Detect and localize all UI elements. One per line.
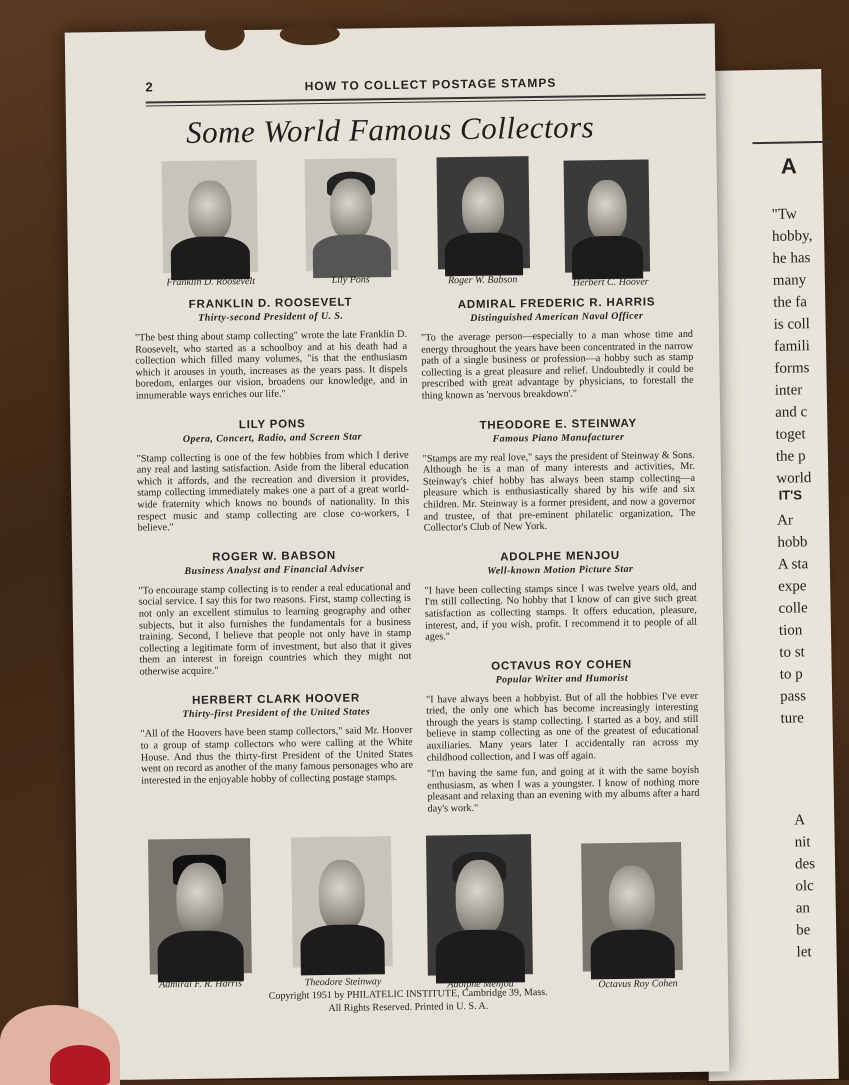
booklet-page [65, 24, 730, 1081]
left-column [134, 296, 413, 805]
caption-harris: Admiral F. R. Harris [158, 978, 243, 991]
photo-steinway [291, 836, 393, 967]
running-head: HOW TO COLLECT POSTAGE STAMPS [304, 75, 557, 94]
entry-role: Distinguished American Naval Officer [470, 310, 644, 324]
photo-roosevelt [162, 160, 259, 273]
caption-menjou: Adolphe Menjou [447, 978, 514, 991]
entry-hoover [140, 692, 413, 787]
caption-cohen: Octavus Roy Cohen [598, 978, 678, 991]
entry-name: ROGER W. BABSON [212, 549, 337, 564]
facing-page-heading: A [780, 153, 797, 179]
entry-steinway [422, 416, 696, 534]
entry-role: Thirty-first President of the United States [182, 706, 371, 721]
entry-role: Thirty-second President of U. S. [198, 310, 344, 324]
photo-menjou [426, 834, 533, 975]
entry-role: Famous Piano Manufacturer [492, 431, 625, 445]
entry-role: Opera, Concert, Radio, and Screen Star [182, 431, 363, 445]
entry-babson [138, 549, 412, 679]
photo-pons [305, 158, 399, 271]
entry-name: FRANKLIN D. ROOSEVELT [188, 296, 353, 311]
copyright-notice [188, 985, 628, 1017]
caption-hoover: Herbert C. Hoover [572, 276, 649, 289]
entry-cohen [426, 658, 700, 816]
facing-page-text-1: "Tw hobby, he has many the fa is coll famili forms inter and c toget the p world [771, 206, 813, 487]
entry-quote: "The best thing about stamp collecting" wrote the late Franklin D. Roosevelt, who started as a schoolboy and at his death had a collection which filled many volumes, "is that the enthusiasm which it arouses in youth, increases as the years pass. It dispels boredom, enlarges our vision, broadens our knowledge, and in innumerable ways enriches our life." [134, 328, 408, 402]
copyright-line-1: Copyright 1951 by PHILATELIC INSTITUTE, Cambridge 39, Mass. [268, 986, 548, 1002]
entry-role: Popular Writer and Humorist [495, 672, 629, 686]
entry-quote: "I have been collecting stamps since I was twelve years old, and I'm still collecting. No hobby that I know of can give such great satisfaction as collecting stamps. It offers education, pleasure, interest, and, if you wish, profit. I recommend it to people of all ages." [424, 581, 698, 643]
facing-page-subheading: IT'S [778, 487, 803, 503]
entry-name: OCTAVUS ROY COHEN [491, 658, 633, 673]
facing-page-rule [752, 141, 832, 144]
entry-quote: "To encourage stamp collecting is to render a real educational and social service. I say this for two reasons. First, stamp collecting is not only an excellent stimulus to learning geography and other subjects, but it also furnishes the fundamentals for a business training. Second, I believe that people not only have in stamp collecting a legitimate form of investment, but also that it gives them an interest in foreign countries which they might not otherwise acquire." [138, 581, 412, 678]
entry-quote: "I have always been a hobbyist. But of all the hobbies I've ever tried, the only one which has become increasingly interesting through the years is stamp collecting. I started as a boy, and still believe in stamp collecting as one of the greatest of educational auxiliaries. Many years later I accidentally ran across my childhood collection, and I was off again. [425, 690, 699, 764]
entry-name: ADMIRAL FREDERIC R. HARRIS [457, 296, 656, 312]
facing-page-text-2: Ar hobb A sta expe colle tion to st to p pass ture [776, 512, 809, 727]
page-header [145, 72, 705, 95]
entry-name: HERBERT CLARK HOOVER [191, 692, 361, 708]
photo-babson [436, 156, 530, 269]
page-number: 2 [145, 79, 153, 95]
entry-harris [420, 296, 693, 402]
fingernail [50, 1045, 110, 1085]
caption-pons: Lily Pons [331, 274, 370, 286]
entry-name: LILY PONS [238, 417, 306, 431]
caption-steinway: Theodore Steinway [304, 976, 382, 989]
entry-menjou [424, 549, 697, 644]
copyright-line-2: All Rights Reserved. Printed in U. S. A. [328, 1000, 489, 1015]
photo-hoover [564, 159, 651, 272]
entry-quote: "Stamp collecting is one of the few hobbies from which I derive any real and lasting satisfaction. Aside from the liberal education which it affords, and the recreation and diversion it provides, stamp collecting immediately makes one a part of a great world-wide fraternity which knows no bounds of nationality. In this respect music and stamp collecting are close co-workers, I believe." [136, 449, 410, 534]
page-title: Some World Famous Collectors [185, 109, 595, 150]
photo-harris [148, 838, 252, 974]
entry-name: THEODORE E. STEINWAY [479, 417, 638, 432]
entry-quote-continued: "I'm having the same fun, and going at it with the same boyish enthusiasm, as when I was a youngster. I know of nothing more pleasant and relaxing than an evening with my albums after a hard day's work." [427, 765, 700, 815]
photo-cohen [581, 842, 683, 971]
facing-page-text-3: A nit des olc an be let [794, 812, 816, 961]
page-tear [280, 23, 340, 46]
entry-role: Business Analyst and Financial Adviser [184, 563, 365, 577]
entry-roosevelt [134, 296, 407, 402]
entry-quote: "Stamps are my real love," says the president of Steinway & Sons. Although he is a man of many interests and activities, Mr. Steinway's chief hobby has always been stamp collecting—a pleasure which is enthusiastically shared by his wife and six children. Mr. Steinway is a former president, and now a governor and trustee, of that pre-eminent philatelic organization, The Collector's Club of New York. [422, 449, 696, 534]
entry-pons [136, 416, 410, 534]
entry-role: Well-known Motion Picture Star [487, 563, 634, 577]
entry-quote: "All of the Hoovers have been stamp collectors," said Mr. Hoover to a group of stamp collectors who were calling at the White House. And thus the thirty-first President of the United States went on record as another of the many famous personages who are interested in the enjoyable hobby of collecting postage stamps. [140, 725, 414, 787]
page-tear [205, 20, 245, 51]
entry-name: ADOLPHE MENJOU [500, 549, 621, 564]
caption-roosevelt: Franklin D. Roosevelt [166, 275, 256, 289]
caption-babson: Roger W. Babson [447, 274, 518, 287]
right-column [420, 296, 699, 833]
entry-quote: "To the average person—especially to a man whose time and energy throughout the years have been concentrated in the narrow path of a single business or profession—a hobby such as stamp collecting is a great pleasure and relief. Undoubtedly it could be prescribed with great advantage by physicians, to forestall the thing known as 'nervous breakdown'." [420, 328, 694, 402]
